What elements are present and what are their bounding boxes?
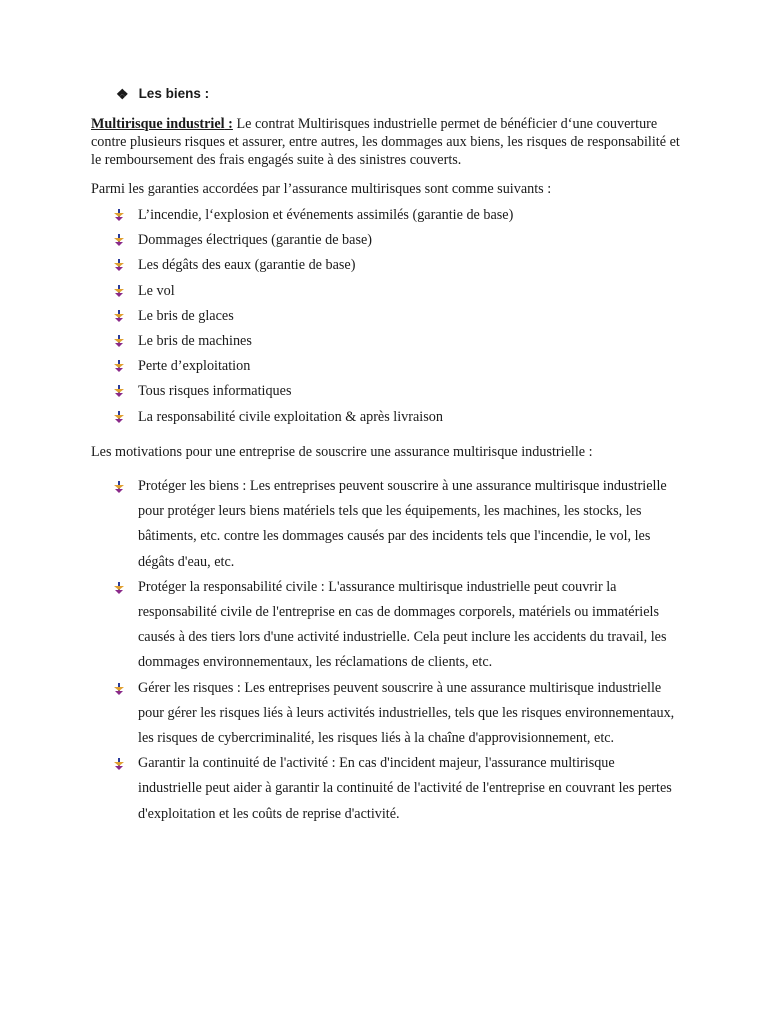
list-item: Gérer les risques : Les entreprises peuvent souscrire à une assurance multirisque industrielle pour gérer les risques liés à leurs activités industrielles, tels que les risques environnementaux, les risques de cybercriminalité, les risques liés à la chaîne d'approvisionnement, etc. — [112, 676, 678, 752]
list-item: Tous risques informatiques — [112, 382, 513, 407]
list-item: Le vol — [112, 282, 513, 307]
intro-text: Le contrat Multirisques industrielle permet de bénéficier d‘une couverture contre plusieurs risques et assurer, entre autres, les dommages aux biens, les risques de responsabilité et le remboursement des frais engagés suite à des sinistres couverts. — [91, 116, 680, 168]
list-item: L’incendie, l‘explosion et événements assimilés (garantie de base) — [112, 206, 513, 231]
arrow-bullet-icon — [112, 359, 126, 373]
section-heading-text: Les biens : — [138, 86, 210, 101]
section-heading — [116, 86, 209, 101]
list-item: Les dégâts des eaux (garantie de base) — [112, 256, 513, 281]
list-item: Perte d’exploitation — [112, 357, 513, 382]
list-item: Protéger les biens : Les entreprises peuvent souscrire à une assurance multirisque industrielle pour protéger leurs biens matériels tels que les équipements, les machines, les stocks, les bâtiments, etc. contre les dommages causés par des incidents tels que l'incendie, le vol, les dégâts d'eau, etc. — [112, 474, 678, 575]
motivations-lead: Les motivations pour une entreprise de souscrire une assurance multirisque industrielle : — [91, 444, 593, 460]
intro-paragraph — [91, 115, 681, 169]
arrow-bullet-icon — [112, 581, 126, 595]
list-item: Protéger la responsabilité civile : L'assurance multirisque industrielle peut couvrir la responsabilité civile de l'entreprise en cas de dommages corporels, matériels ou immatériels causés à des tiers lors d'une activité industrielle. Cela peut inclure les accidents du travail, les dommages environnementaux, les réclamations de clients, etc. — [112, 575, 678, 676]
list-item: Garantir la continuité de l'activité : En cas d'incident majeur, l'assurance multirisque industrielle peut aider à garantir la continuité de l'activité de l'entreprise en couvrant les pertes d'exploitation et les coûts de reprise d'activité. — [112, 751, 678, 827]
diamond-bullet-icon: ❖ — [116, 85, 129, 102]
intro-colon: : — [224, 116, 233, 132]
arrow-bullet-icon — [112, 309, 126, 323]
arrow-bullet-icon — [112, 410, 126, 424]
arrow-bullet-icon — [112, 480, 126, 494]
arrow-bullet-icon — [112, 384, 126, 398]
guarantees-list — [112, 206, 513, 433]
list-item: La responsabilité civile exploitation & après livraison — [112, 408, 513, 433]
arrow-bullet-icon — [112, 757, 126, 771]
arrow-bullet-icon — [112, 208, 126, 222]
motivations-list — [112, 474, 678, 827]
arrow-bullet-icon — [112, 682, 126, 696]
guarantees-lead: Parmi les garanties accordées par l’assurance multirisques sont comme suivants : — [91, 181, 552, 197]
intro-term: Multirisque industriel — [91, 116, 225, 132]
arrow-bullet-icon — [112, 233, 126, 247]
arrow-bullet-icon — [112, 258, 126, 272]
arrow-bullet-icon — [112, 334, 126, 348]
list-item: Le bris de machines — [112, 332, 513, 357]
list-item: Le bris de glaces — [112, 307, 513, 332]
arrow-bullet-icon — [112, 284, 126, 298]
list-item: Dommages électriques (garantie de base) — [112, 231, 513, 256]
